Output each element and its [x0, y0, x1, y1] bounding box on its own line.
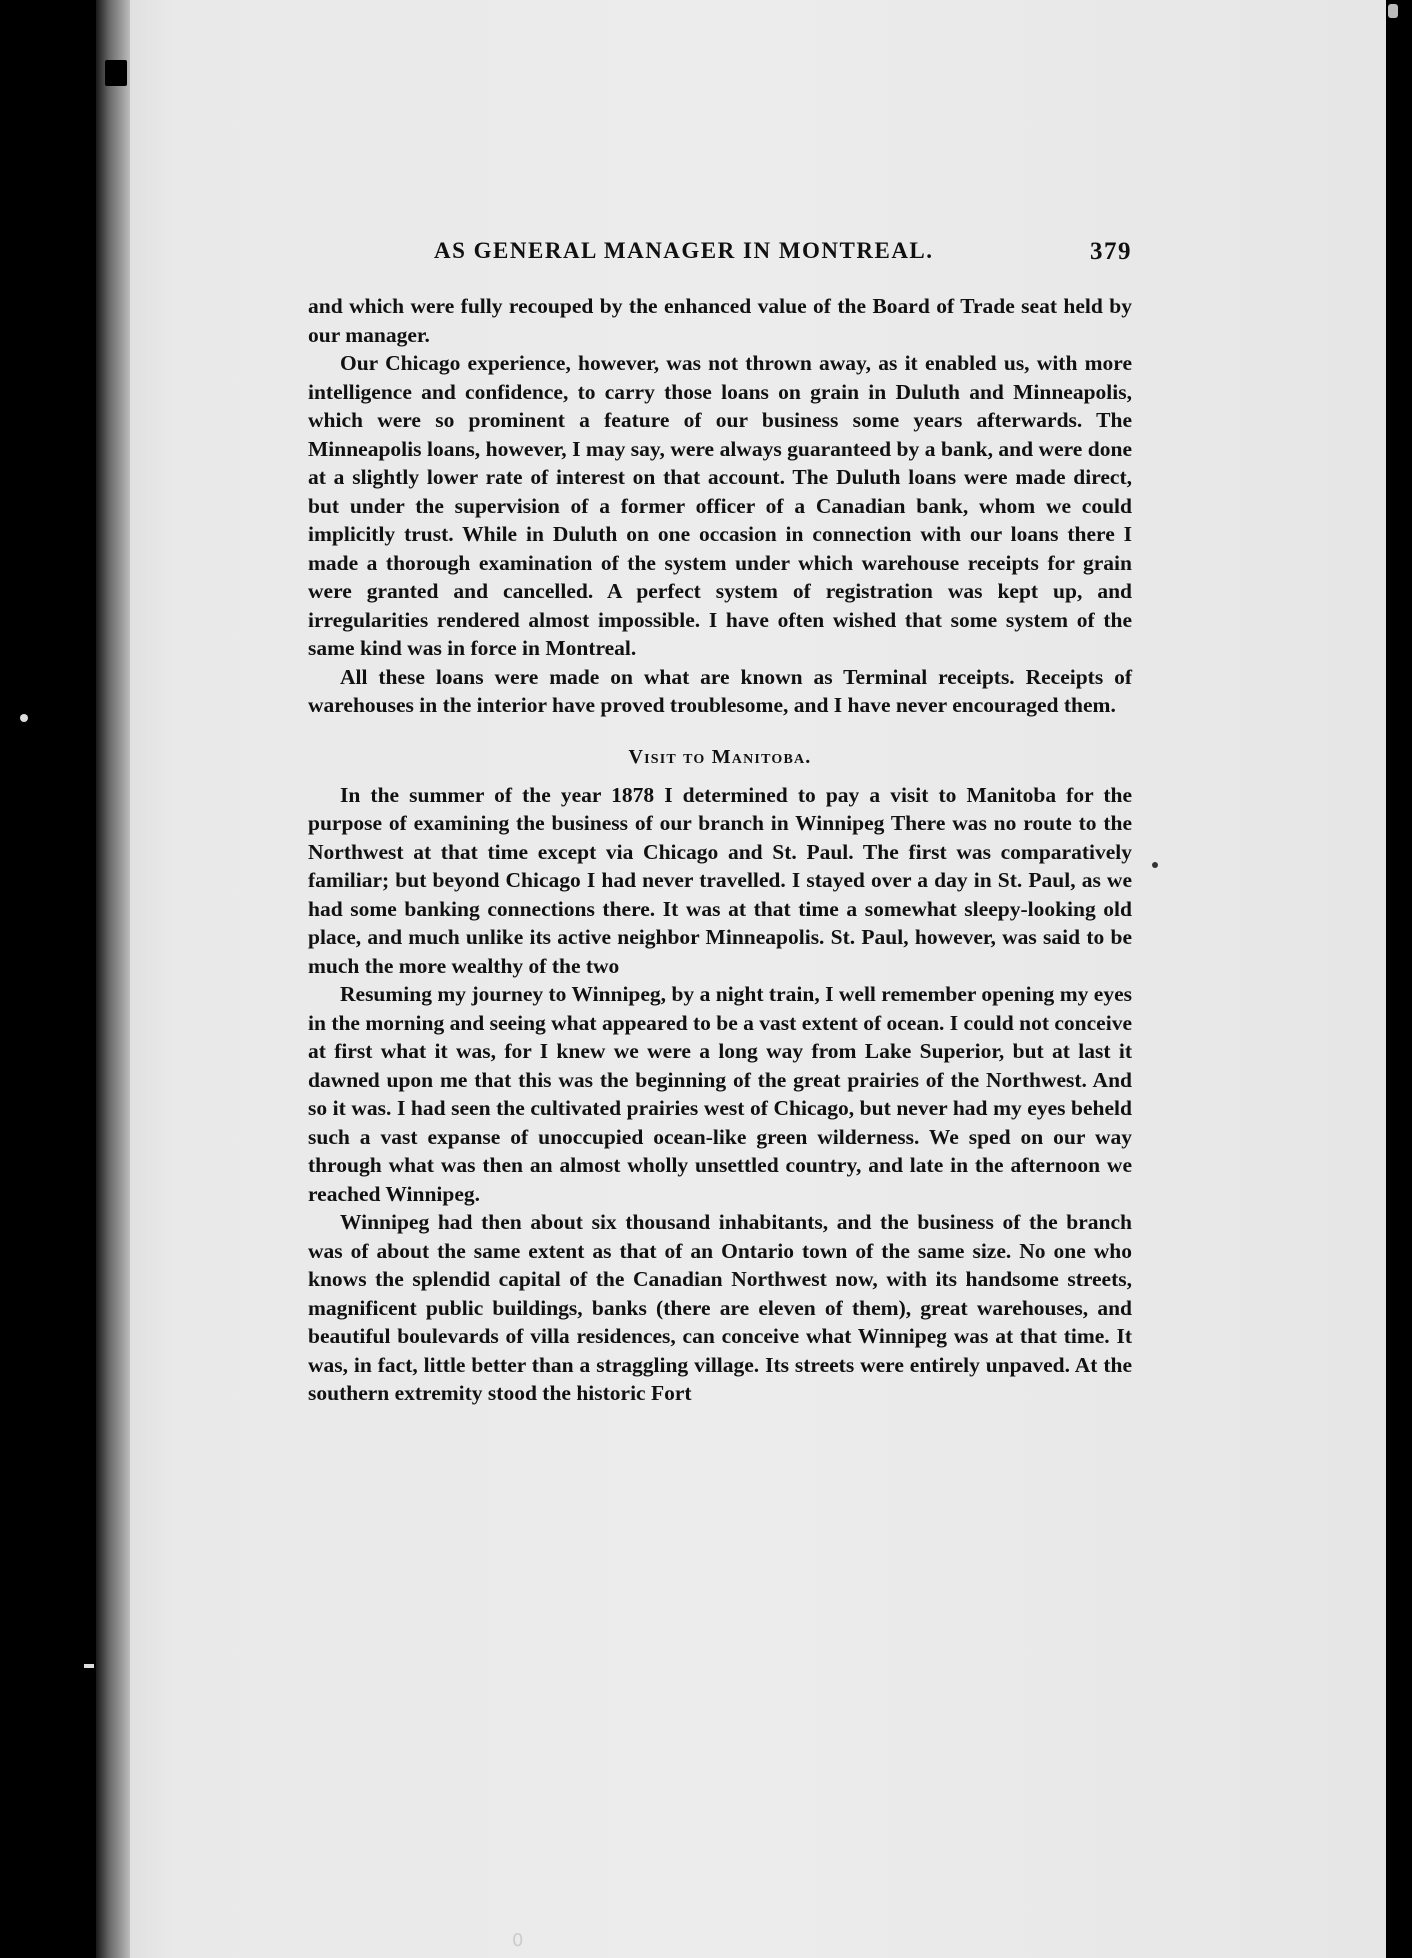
section-heading: Visit to Manitoba.	[628, 745, 812, 768]
paragraph: Our Chicago experience, however, was not thrown away, as it enabled us, with more intelligence and confidence, to carry those loans on grain in Duluth and Minneapolis, which were so prominent a feature of our business some years afterwards. The Minneapolis loans, however, I may say, were always guaranteed by a bank, and were done at a slightly lower rate of interest on that account. The Duluth loans were made direct, but under the supervision of a former officer of a Canadian bank, whom we could implicitly trust. While in Duluth on one occasion in connection with our loans there I made a thorough examination of the system under which warehouse receipts for grain were granted and cancelled. A perfect system of registration was kept up, and irregularities rendered almost impossible. I have often wished that some system of the same kind was in force in Montreal.	[308, 351, 1132, 660]
paragraph: Winnipeg had then about six thousand inhabitants, and the business of the branch was of about the same extent as that of an Ontario town of the same size. No one who knows the splendid capital of the Canadian Northwest now, with its handsome streets, magnificent public buildings, banks (there are eleven of them), great warehouses, and beautiful boulevards of villa residences, can conceive what Winnipeg was at that time. It was, in fact, little better than a straggling village. Its streets were entirely unpaved. At the southern extremity stood the historic Fort	[308, 1210, 1132, 1405]
page-number: 379	[1090, 238, 1132, 265]
scan-speck	[20, 714, 28, 722]
corner-mark	[1388, 4, 1398, 18]
binding-mark	[105, 60, 127, 86]
footer-mark: 0	[512, 1930, 524, 1951]
running-title: AS GENERAL MANAGER IN MONTREAL.	[434, 238, 934, 263]
scan-speck	[1152, 862, 1158, 868]
paragraph: Resuming my journey to Winnipeg, by a night train, I well remember opening my eyes in the morning and seeing what appeared to be a vast extent of ocean. I could not conceive at first what it was, for I knew we were a long way from Lake Superior, but at last it dawned upon me that this was the beginning of the great prairies of the Northwest. And so it was. I had seen the cultivated prairies west of Chicago, but never had my eyes beheld such a vast expanse of unoccupied ocean-like green wilderness. We sped on our way through what was then an almost wholly unsettled country, and late in the afternoon we reached Winnipeg.	[308, 982, 1132, 1206]
paragraph: In the summer of the year 1878 I determined to pay a visit to Manitoba for the purpose of examining the business of our branch in Winnipeg There was no route to the Northwest at that time except via Chicago and St. Paul. The first was comparatively familiar; but beyond Chicago I had never travelled. I stayed over a day in St. Paul, as we had some banking connections there. It was at that time a somewhat sleepy-looking old place, and much unlike its active neighbor Minneapolis. St. Paul, however, was said to be much the more wealthy of the two	[308, 782, 1132, 978]
page-gutter-shadow	[96, 0, 130, 1958]
paragraph: All these loans were made on what are known as Terminal receipts. Receipts of warehouses in the interior have proved troublesome, and I have never encouraged them.	[308, 664, 1132, 717]
scan-speck	[84, 1664, 94, 1668]
text-column	[308, 238, 1132, 1408]
paragraph: and which were fully recouped by the enhanced value of the Board of Trade seat held by our manager.	[308, 294, 1132, 347]
running-header	[308, 238, 1132, 278]
